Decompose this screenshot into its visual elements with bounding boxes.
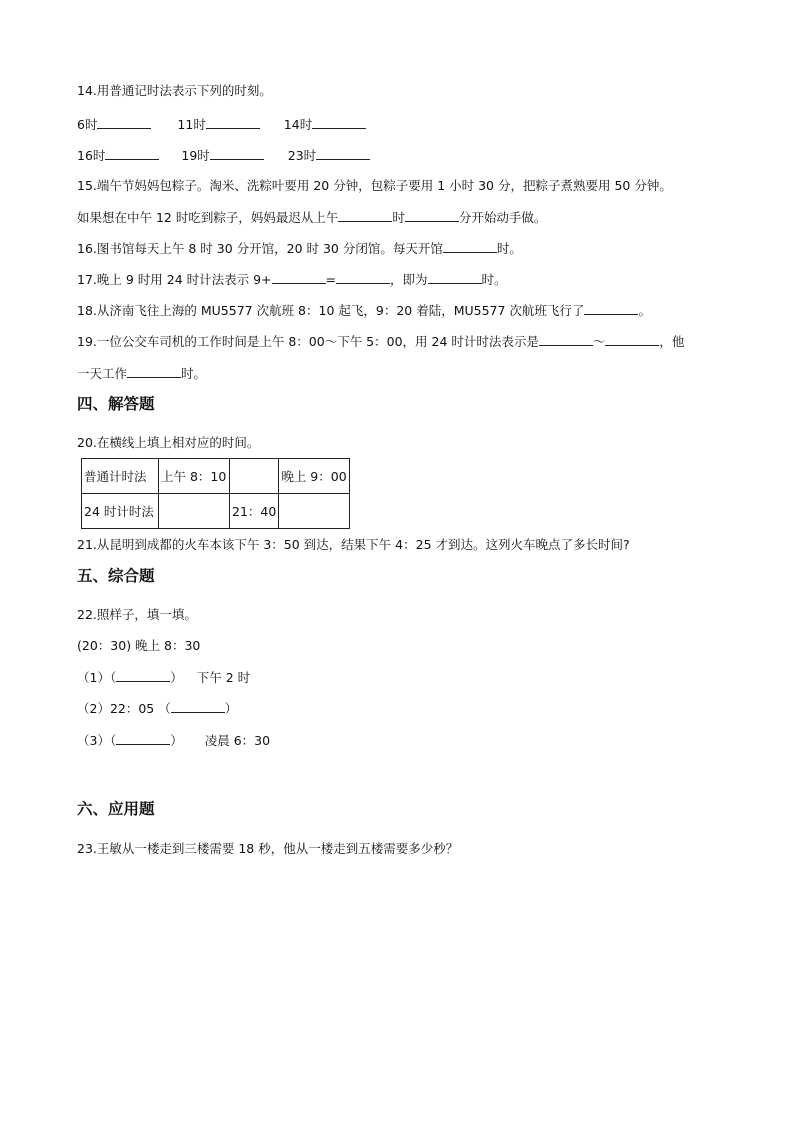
q14-item: 23时 [287,148,317,163]
answer-blank[interactable] [605,332,659,346]
section-heading: 五、综合题 [77,567,155,585]
answer-blank[interactable] [116,668,170,682]
q17 [77,270,507,289]
q14-item: 6时 [77,117,98,132]
answer-blank[interactable] [206,115,260,129]
answer-blank[interactable] [105,146,159,160]
q15-text: 分开始动手做。 [458,210,547,225]
answer-blank[interactable] [405,208,459,222]
q22-text: 下午 2 时 [196,670,251,685]
q17-text: = [325,272,337,287]
section-heading: 六、应用题 [77,800,155,818]
table-cell: 21：40 [230,494,279,529]
answer-blank[interactable] [428,270,482,284]
q20-title: 20.在横线上填上相对应的时间。 [77,435,260,450]
q16 [77,239,522,258]
q18 [77,301,651,320]
q22-example: (20：30) 晚上 8：30 [77,638,201,653]
q15-text: 如果想在中午 12 时吃到粽子，妈妈最迟从上午 [77,210,339,225]
q22-item [77,731,270,750]
table-cell: 普通计时法 [82,459,159,494]
q22-text: ） [170,670,183,685]
answer-blank[interactable] [316,146,370,160]
q14-title: 14.用普通记时法表示下列的时刻。 [77,83,272,98]
q14-item: 19时 [181,148,210,163]
q17-text: 17.晚上 9 时用 24 时计法表示 9+ [77,272,272,287]
q22-item [77,699,237,718]
q18-text: 18.从济南飞往上海的 MU5577 次航班 8：10 起飞，9：20 着陆，MU5577 次航班飞行了 [77,303,585,318]
table-cell: 晚上 9：00 [279,459,349,494]
answer-blank[interactable] [338,208,392,222]
q16-text: 时。 [496,241,522,256]
answer-blank[interactable] [539,332,593,346]
q22-text: （2）22：05 （ [77,701,171,716]
q14-row1 [77,115,366,134]
time-table [81,458,350,529]
section-heading: 四、解答题 [77,395,155,413]
q15-line2 [77,208,546,227]
answer-blank[interactable] [272,270,326,284]
q14-item: 14时 [283,117,313,132]
q19-text: 时。 [181,366,207,381]
q22-text: （1）（ [77,670,117,685]
table-answer-cell[interactable] [279,494,349,529]
q21: 21.从昆明到成都的火车本该下午 3：50 到达，结果下午 4：25 才到达。这列火车晚点了多长时间? [77,537,630,552]
q19-text: 一天工作 [77,366,128,381]
answer-blank[interactable] [443,239,497,253]
q19-text: 19.一位公交车司机的工作时间是上午 8：00～下午 5：00，用 24 时计时法表示是 [77,334,539,349]
answer-blank[interactable] [312,115,366,129]
q15-text: 时 [392,210,405,225]
q17-text: 时。 [481,272,507,287]
q15-line1: 15.端午节妈妈包粽子。淘米、洗粽叶要用 20 分钟，包粽子要用 1 小时 30 分，把粽子煮熟要用 50 分钟。 [77,178,672,193]
q14-item: 11时 [177,117,206,132]
q22-text: ） [170,733,183,748]
q19-text: ～ [592,334,606,349]
q22-text: 凌晨 6：30 [204,733,271,748]
q16-text: 16.图书馆每天上午 8 时 30 分开馆，20 时 30 分闭馆。每天开馆 [77,241,443,256]
answer-blank[interactable] [584,301,638,315]
table-cell: 24 时计时法 [82,494,159,529]
q18-text: 。 [638,303,651,318]
q19-line1 [77,332,684,351]
q14-row2 [77,146,370,165]
q14-item: 16时 [77,148,106,163]
table-row [82,459,350,494]
q22-title: 22.照样子，填一填。 [77,607,197,622]
answer-blank[interactable] [336,270,390,284]
answer-blank[interactable] [171,699,225,713]
answer-blank[interactable] [210,146,264,160]
table-cell: 上午 8：10 [159,459,230,494]
q22-text: （3）（ [77,733,117,748]
table-row [82,494,350,529]
q19-line2 [77,364,206,383]
q22-item [77,668,250,687]
q17-text: ，即为 [390,272,428,287]
table-answer-cell[interactable] [159,494,230,529]
q22-text: ） [224,701,238,716]
table-answer-cell[interactable] [230,459,279,494]
answer-blank[interactable] [116,731,170,745]
q19-text: ，他 [659,334,685,349]
q23: 23.王敏从一楼走到三楼需要 18 秒，他从一楼走到五楼需要多少秒？ [77,841,459,856]
answer-blank[interactable] [127,364,181,378]
answer-blank[interactable] [97,115,151,129]
